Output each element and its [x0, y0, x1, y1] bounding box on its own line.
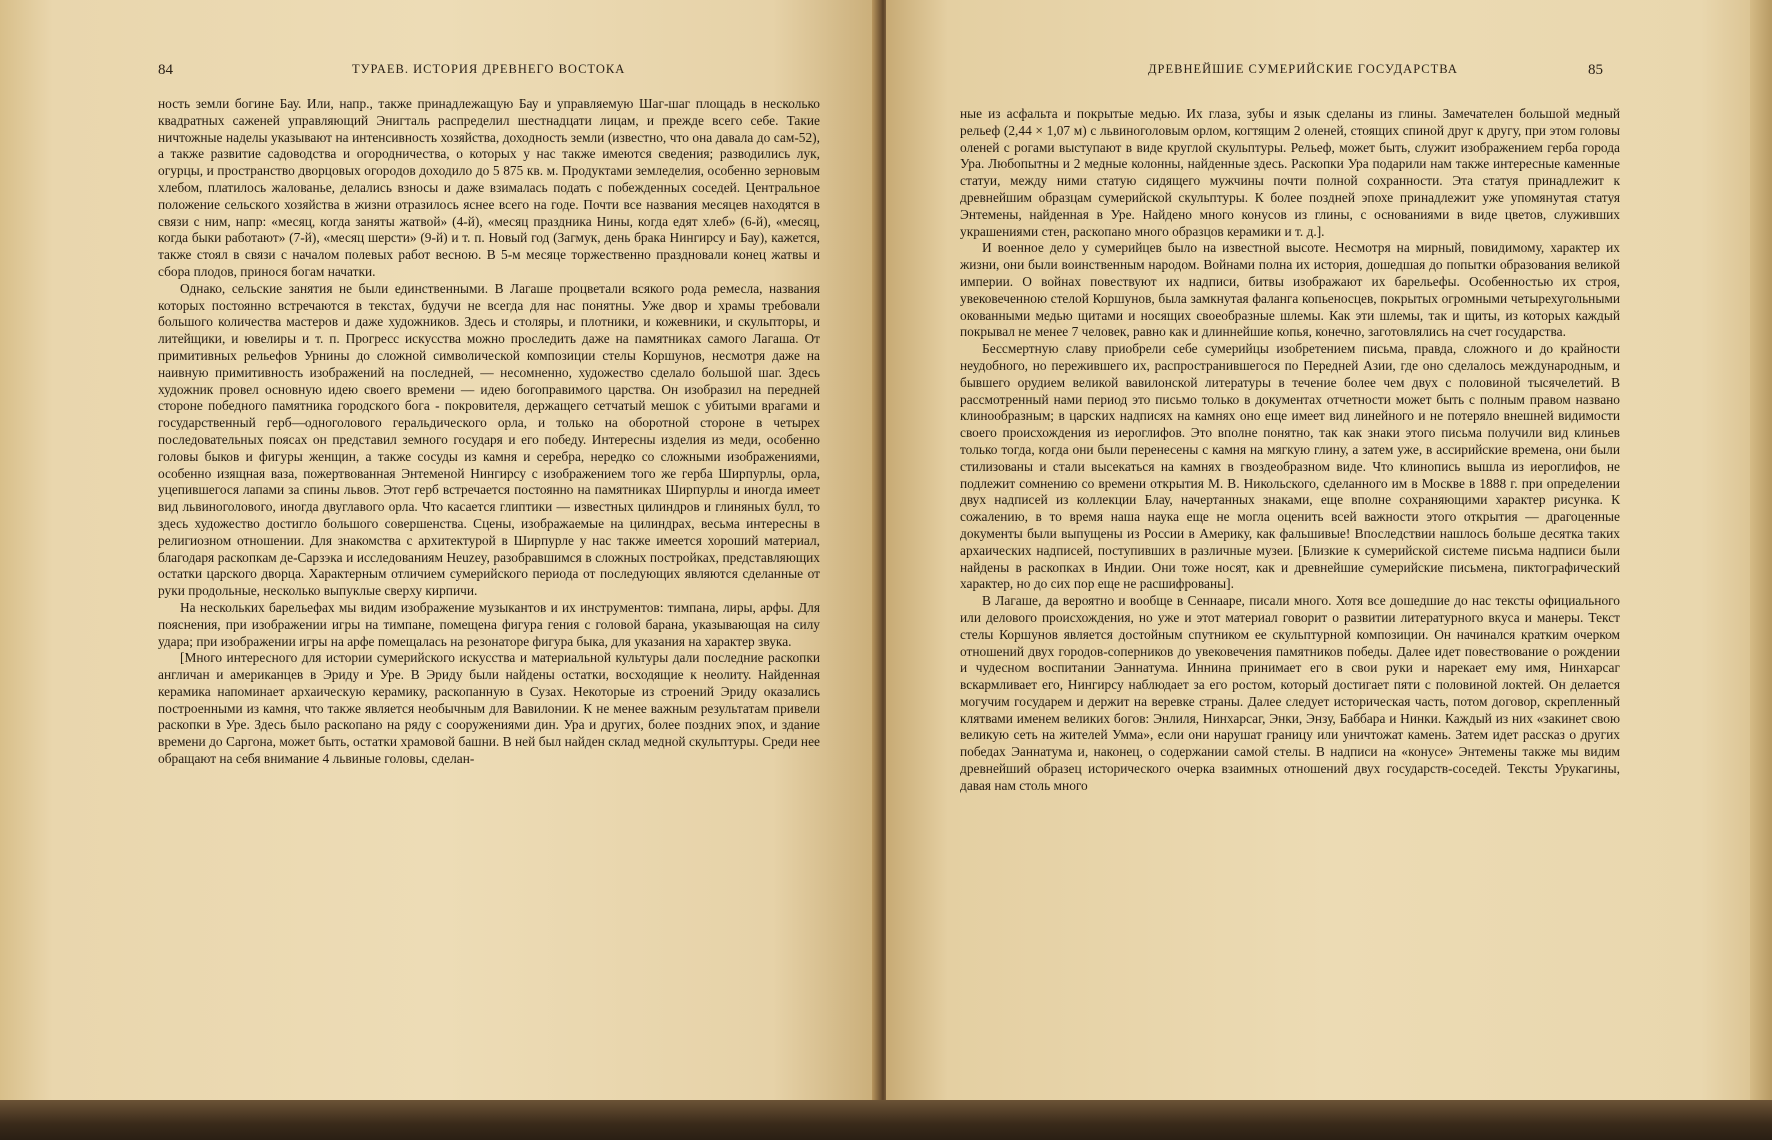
right-text-block: [960, 106, 1620, 795]
left-paragraph-1: ность земли богине Бау. Или, напр., также принадлежащую Бау и управляемую Шаг-шаг площадь в несколько квадратных саженей управляющий Энигталь распределил шестнадцати лицам, и прежде всего себе. Такие ничтожные наделы указывают на интенсивность хозяйства, доходность земли (известно, что она давала до сам-52), а также развитие садоводства и огородничества, о которых у нас также имеются сведения; разводились лук, огурцы, и пространство дворцовых огородов доходило до 5 875 кв. м. Продуктами земледелия, особенно зерновым хлебом, платилось жалованье, делались взносы и даже взималась подать с побежденных соседей. Центральное положение сельского хозяйства в жизни отразилось яснее всего на годе. Почти все названия месяцев находятся в связи с ним, напр: «месяц, когда заняты жатвой» (4-й), «месяц праздника Нины, когда едят хлеб» (6-й), «месяц, когда быки работают» (7-й), «месяц шерсти» (9-й) и т. п. Новый год (Загмук, день брака Нингирсу и Бау), кажется, также стоял в связи с началом полевых работ весною. В 5-м месяце торжественно праздновали конец жатвы и сбора плодов, принося богам начатки.: [158, 96, 820, 279]
right-paragraph-4: В Лагаше, да вероятно и вообще в Сеннааре, писали много. Хотя все дошедшие до нас тексты официального или делового происхождения, но уже и этот материал говорит о развитии литературного вкуса и манеры. Текст стелы Коршунов является достойным спутником ее скульптурной композиции. Он начинался кратким очерком отношений двух городов-соперников до увековечения памятников победы. Далее идет повествование о рождении и чудесном воспитании Эаннатума. Иннина принимает его в свои руки и нарекает ему имя, Нинхарсаг вскармливает его, Нингирсу наблюдает за его ростом, который достигает пяти с половиной локтей. Он делается могучим государем и держит на веревке страны. Далее следует историческая часть, потом договор, скрепленный клятвами именем великих богов: Энлиля, Нинхарсаг, Энки, Энзу, Баббара и Нинки. Каждый из них «закинет свою великую сеть на жителей Умма», если они нарушат границу или уничтожат камень. Затем идет рассказ о других победах Эаннатума и, наконец, о содержании самой стелы. В надписи на «конусе» Энтемены также мы видим древнейший образец исторического очерка взаимных отношений двух государств-соседей. Тексты Урукагины, давая нам столь много: [960, 593, 1620, 793]
left-paragraph-4: [Много интересного для истории сумерийского искусства и материальной культуры дали последние раскопки англичан и американцев в Эриду и Уре. В Эриду были найдены остатки, восходящие к неолиту. Найденная керамика напоминает архаическую керамику, раскопанную в Сузах. Некоторые из строений Эриду оказались построенными из камня, что также является необычным для Вавилонии. К не менее важным результатам привели раскопки в Уре. Здесь было раскопано на ряду с сооружениями дин. Ура и других, более поздних эпох, и здание времени до Саргона, может быть, остатки храмовой башни. В ней был найден склад медной скульптуры. Среди нее обращают на себя внимание 4 львиные головы, сделан-: [158, 650, 820, 767]
book-cover-edge: [0, 1100, 1772, 1140]
right-page-number: 85: [1588, 62, 1603, 78]
right-page: [886, 0, 1772, 1106]
page-edge-right: [1750, 0, 1772, 1106]
left-page: [0, 0, 878, 1106]
right-paragraph-3: Бессмертную славу приобрели себе сумерийцы изобретением письма, правда, сложного и до крайности неудобного, но пережившего их, распространившегося по Передней Азии, где оно сделалось международным, и бывшего орудием великой вавилонской литературы в течение более чем двух с половиной тысячелетий. В рассмотренный нами период это письмо только в документах отчетности может быть с полным правом названо клинообразным; в царских надписях на камнях оно еще имеет вид линейного и не потеряло внешней видимости своего происхождения из иероглифов. Это вполне понятно, так как знаки этого письма получили вид клиньев только тогда, когда они были перенесены с камня на мягкую глину, а затем уже, в ассирийские времена, они были стилизованы и стали высекаться на камнях в гвоздеобразном виде. Что клинопись вышла из иероглифов, не подлежит сомнению со времени открытия М. В. Никольского, сделанного им в Москве в 1888 г. при определении двух надписей из коллекции Блау, начертанных знаками, еще вполне сохраняющими характер рисунка. К сожалению, в то время наша наука еще не могла оценить всей важности этого открытия — драгоценные документы были выпущены из России в Америку, как фальшивые! Впоследствии нашлось больше десятка таких архаических надписей, поступивших в различные музеи. [Близкие к сумерийской системе письма надписи были найдены в раскопках в Индии. Они тоже носят, как и древнейшие сумерийские письмена, пиктографический характер, но до сих пор еще не расшифрованы].: [960, 341, 1620, 592]
right-paragraph-1: ные из асфальта и покрытые медью. Их глаза, зубы и язык сделаны из глины. Замечателен большой медный рельеф (2,44 × 1,07 м) с львиноголовым орлом, когтящим 2 оленей, стоящих спиной друг к другу, при этом головы оленей с рогами выступают в виде круглой скульптуры. Рельеф, может быть, служит изображением герба города Ура. Любопытны и 2 медные колонны, найденные здесь. Раскопки Ура подарили нам также интересные каменные статуи, между ними статую сидящего мужчины почти полной сохранности. Эта статуя принадлежит к древнейшим образцам сумерийской скульптуры. К более поздней эпохе принадлежит уже упомянутая статуя Энтемены, найденная в Уре. Найдено много конусов из глины, с основаниями в виде цветов, служивших украшениями стен, раскопано много образцов керамики и т. д.].: [960, 106, 1620, 239]
left-running-head: ТУРАЕВ. ИСТОРИЯ ДРЕВНЕГО ВОСТОКА: [352, 62, 626, 76]
left-page-number: 84: [158, 62, 173, 78]
left-paragraph-2: Однако, сельские занятия не были единственными. В Лагаше процветали всякого рода ремесла, названия которых постоянно встречаются в текстах, будучи не всегда для нас понятны. Уже двор и храмы требовали большого количества мастеров и даже художников. Здесь и столяры, и плотники, и кожевники, и скульпторы, и литейщики, и ювелиры и т. п. Прогресс искусства можно проследить даже на памятниках самого Лагаша. От примитивных рельефов Урнины до сложной символической композиции стелы Коршунов, несмотря даже на наивную примитивность изображений на последней, — несомненно, художество сделало большой шаг. Здесь художник провел основную идею своего времени — идею богоправимого царства. Он изобразил на передней стороне победного памятника городского бога - покровителя, держащего сетчатый мешок с убитыми врагами и государственный герб—одноголового геральдического орла, и только на оборотной стороне в четырех последовательных поясах он представил земного государя и его победу. Интересны изделия из меди, особенно головы быков и фигуры женщин, а также сосуды из камня и серебра, нередко со сложными изображениями, особенно изящная ваза, пожертвованная Энтеменой Нингирсу с изображением того же герба Ширпурлы, орла, уцепившегося лапами за спины львов. Этот герб встречается постоянно на памятниках Ширпурлы и иногда имеет вид львиноголового, иногда двуглавого орла. Что касается глиптики — известных цилиндров и глиняных булл, то здесь художество достигло большого совершенства. Сцены, изображаемые на цилиндрах, весьма интересны в религиозном отношении. Для знакомства с архитектурой в Ширпурле у нас также имеется хороший материал, благодаря раскопкам де-Сарзэка и исследованиям Heuzey, разобравшимся в сложных постройках, представляющих остатки царского дворца. Характерным отличием сумерийского периода от последующих являются сделанные от руки продольные, несколько выпуклые сверху кирпичи.: [158, 280, 820, 599]
left-text-block: [158, 96, 820, 768]
right-paragraph-2: И военное дело у сумерийцев было на известной высоте. Несмотря на мирный, повидимому, характер их жизни, они были воинственным народом. Войнами полна их история, дошедшая до попытки образования великой империи. О войнах повествуют их надписи, битвы изображают их барельефы. Особенностью их строя, увековеченною стелой Коршунов, была замкнутая фаланга копьеносцев, покрытых огромными четырехугольными окованными медью щитами и носящих своеобразные шлемы. Как эти шлемы, так и щиты, из которых каждый покрывал не менее 7 человек, равно как и длиннейшие копья, конечно, заготовлялись на счет государства.: [960, 240, 1620, 340]
right-running-head: ДРЕВНЕЙШИЕ СУМЕРИЙСКИЕ ГОСУДАРСТВА: [1148, 62, 1458, 76]
left-paragraph-3: На нескольких барельефах мы видим изображение музыкантов и их инструментов: тимпана, лиры, арфы. Для пояснения, при изображении игры на тимпане, помещена фигура гения с головой барана, указывающая на силу удара; при изображении игры на арфе помещалась на резонаторе фигура быка, для указания на характер звука.: [158, 599, 820, 649]
